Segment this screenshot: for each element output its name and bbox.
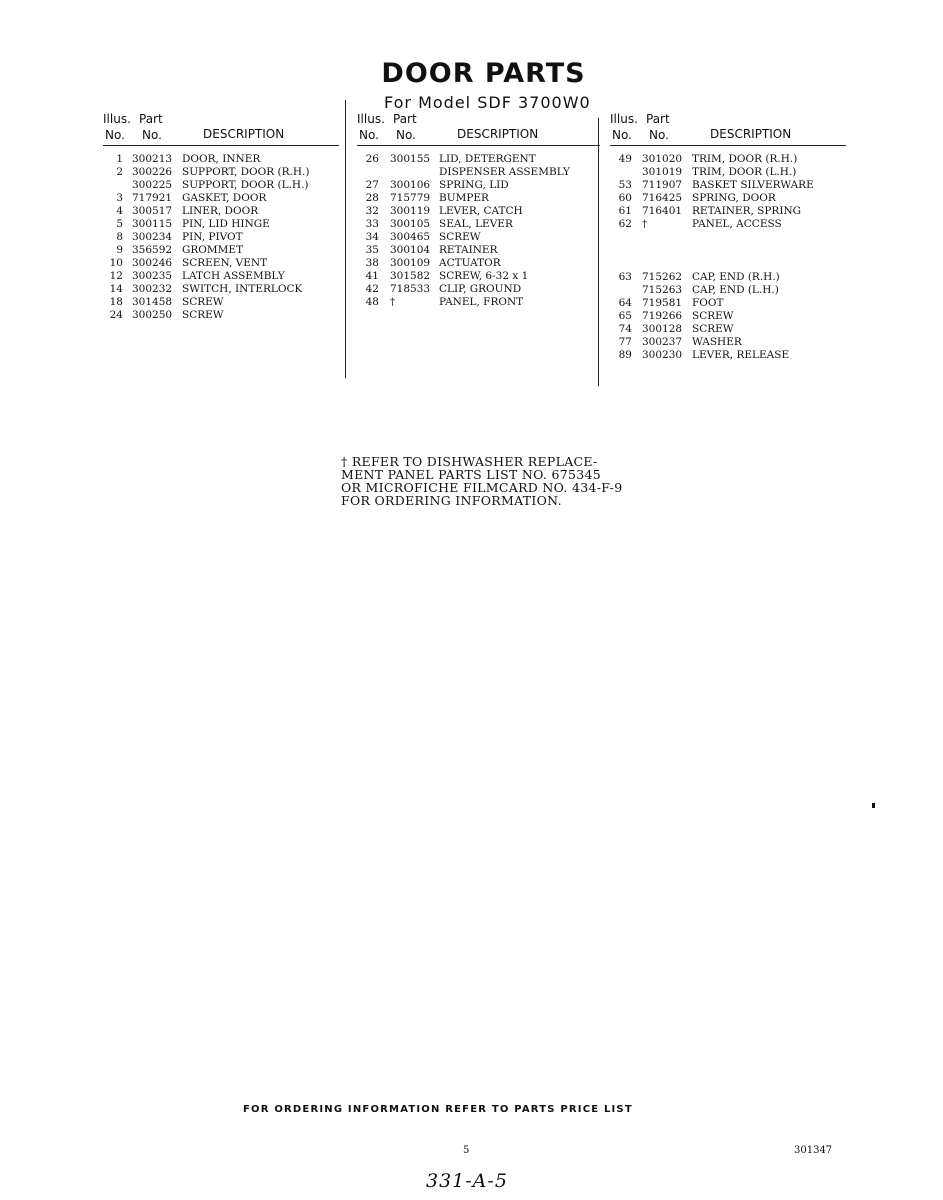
part-row xyxy=(357,179,600,192)
part-description: PIN, LID HINGE xyxy=(182,218,270,230)
part-row xyxy=(103,153,339,166)
part-row xyxy=(103,244,339,257)
header-no2: No. xyxy=(649,128,669,142)
illus-number: 32 xyxy=(365,205,379,217)
note-line: FOR ORDERING INFORMATION. xyxy=(341,493,562,508)
part-row xyxy=(610,336,846,349)
part-row xyxy=(357,270,600,283)
column-divider xyxy=(345,100,346,378)
parts-column-2 xyxy=(357,112,600,309)
part-number: 300230 xyxy=(642,349,683,361)
column-header xyxy=(610,112,846,146)
replacement-panel-note xyxy=(341,455,641,507)
part-description: SCREW xyxy=(692,310,734,322)
header-part: Part xyxy=(393,112,417,126)
illus-number: 4 xyxy=(116,205,123,217)
part-number: 719581 xyxy=(642,297,683,309)
part-row xyxy=(610,153,846,166)
part-description: CAP, END (R.H.) xyxy=(692,271,780,283)
part-description: SCREW xyxy=(182,296,224,308)
ordering-footer: FOR ORDERING INFORMATION REFER TO PARTS PRICE LIST xyxy=(243,1104,633,1115)
part-number: 300104 xyxy=(390,244,431,256)
illus-number: 9 xyxy=(116,244,123,256)
illus-number: 77 xyxy=(618,336,632,348)
part-row xyxy=(357,244,600,257)
part-description: SWITCH, INTERLOCK xyxy=(182,283,303,295)
part-row xyxy=(610,297,846,310)
part-description: RETAINER xyxy=(439,244,498,256)
illus-number: 27 xyxy=(365,179,379,191)
header-illus: Illus. xyxy=(103,112,131,126)
illus-number: 5 xyxy=(116,218,123,230)
part-number: 300115 xyxy=(132,218,173,230)
part-number: 301582 xyxy=(390,270,431,282)
illus-number: 18 xyxy=(109,296,123,308)
part-number: 300109 xyxy=(390,257,431,269)
part-description: DISPENSER ASSEMBLY xyxy=(439,166,570,178)
illus-number: 64 xyxy=(618,297,632,309)
part-number: 300237 xyxy=(642,336,683,348)
part-row xyxy=(357,231,600,244)
part-row xyxy=(357,257,600,270)
part-row xyxy=(103,218,339,231)
part-description: SUPPORT, DOOR (L.H.) xyxy=(182,179,309,191)
part-number: 301458 xyxy=(132,296,173,308)
illus-number: 34 xyxy=(365,231,379,243)
part-description: GASKET, DOOR xyxy=(182,192,267,204)
header-no2: No. xyxy=(396,128,416,142)
part-number: † xyxy=(642,218,648,230)
part-description: DOOR, INNER xyxy=(182,153,261,165)
part-number: 711907 xyxy=(642,179,683,191)
parts-rows xyxy=(610,153,846,362)
illus-number: 8 xyxy=(116,231,123,243)
illus-number: 60 xyxy=(618,192,632,204)
part-row xyxy=(610,310,846,323)
part-row xyxy=(610,284,846,297)
illus-number: 89 xyxy=(618,349,632,361)
illus-number: 35 xyxy=(365,244,379,256)
illus-number: 42 xyxy=(365,283,379,295)
part-number: 301019 xyxy=(642,166,683,178)
part-description: PANEL, ACCESS xyxy=(692,218,782,230)
part-description: PIN, PIVOT xyxy=(182,231,243,243)
part-number: 718533 xyxy=(390,283,431,295)
part-description: FOOT xyxy=(692,297,724,309)
part-row xyxy=(103,309,339,322)
part-number: 300235 xyxy=(132,270,173,282)
note-line: MENT PANEL PARTS LIST NO. 675345 xyxy=(341,467,601,482)
part-number: 715263 xyxy=(642,284,683,296)
part-number: 300119 xyxy=(390,205,431,217)
part-description: ACTUATOR xyxy=(439,257,501,269)
part-description: LID, DETERGENT xyxy=(439,153,536,165)
note-line: † REFER TO DISHWASHER REPLACE- xyxy=(341,454,598,469)
illus-number: 74 xyxy=(618,323,632,335)
illus-number: 14 xyxy=(109,283,123,295)
illus-number: 1 xyxy=(116,153,123,165)
header-illus: Illus. xyxy=(357,112,385,126)
part-description: SCREW, 6-32 x 1 xyxy=(439,270,529,282)
illus-number: 63 xyxy=(618,271,632,283)
illus-number: 53 xyxy=(618,179,632,191)
part-row xyxy=(610,218,846,231)
part-row xyxy=(610,179,846,192)
column-header xyxy=(357,112,600,146)
page-subtitle: For Model SDF 3700W0 xyxy=(384,93,591,112)
header-no: No. xyxy=(359,128,379,142)
group-gap xyxy=(610,231,846,271)
part-description: SCREW xyxy=(692,323,734,335)
part-row xyxy=(103,192,339,205)
part-row xyxy=(610,192,846,205)
illus-number: 3 xyxy=(116,192,123,204)
part-row xyxy=(610,349,846,362)
header-description: DESCRIPTION xyxy=(457,127,539,141)
part-row xyxy=(103,166,339,179)
part-description: LINER, DOOR xyxy=(182,205,259,217)
header-illus: Illus. xyxy=(610,112,638,126)
illus-number: 10 xyxy=(109,257,123,269)
document-number: 301347 xyxy=(794,1145,833,1156)
illus-number: 2 xyxy=(116,166,123,178)
part-row xyxy=(103,296,339,309)
header-description: DESCRIPTION xyxy=(710,127,792,141)
illus-number: 61 xyxy=(618,205,632,217)
part-number: 300105 xyxy=(390,218,431,230)
part-description: SUPPORT, DOOR (R.H.) xyxy=(182,166,310,178)
part-number: 300128 xyxy=(642,323,683,335)
illus-number: 48 xyxy=(365,296,379,308)
part-number: 717921 xyxy=(132,192,173,204)
header-part: Part xyxy=(646,112,670,126)
part-row xyxy=(357,192,600,205)
part-number: 300155 xyxy=(390,153,431,165)
illus-number: 26 xyxy=(365,153,379,165)
part-row xyxy=(610,166,846,179)
part-row xyxy=(357,296,600,309)
illus-number: 33 xyxy=(365,218,379,230)
part-row xyxy=(610,323,846,336)
illus-number: 38 xyxy=(365,257,379,269)
illus-number: 49 xyxy=(618,153,632,165)
part-description: TRIM, DOOR (R.H.) xyxy=(692,153,798,165)
part-number: † xyxy=(390,296,396,308)
part-number: 300213 xyxy=(132,153,173,165)
part-number: 300234 xyxy=(132,231,173,243)
part-number: 300226 xyxy=(132,166,173,178)
part-number: 300517 xyxy=(132,205,173,217)
part-description: SCREW xyxy=(182,309,224,321)
header-no: No. xyxy=(105,128,125,142)
part-row xyxy=(103,270,339,283)
illus-number: 24 xyxy=(109,309,123,321)
part-number: 300246 xyxy=(132,257,173,269)
part-description: CLIP, GROUND xyxy=(439,283,522,295)
part-description: PANEL, FRONT xyxy=(439,296,524,308)
part-number: 300225 xyxy=(132,179,173,191)
part-number: 301020 xyxy=(642,153,683,165)
part-description: SCREW xyxy=(439,231,481,243)
part-row xyxy=(357,283,600,296)
part-number: 356592 xyxy=(132,244,173,256)
part-row xyxy=(357,153,600,166)
part-description: SCREEN, VENT xyxy=(182,257,268,269)
part-description: CAP, END (L.H.) xyxy=(692,284,779,296)
illus-number: 41 xyxy=(365,270,379,282)
part-number: 716401 xyxy=(642,205,683,217)
part-description: BUMPER xyxy=(439,192,489,204)
part-description: SPRING, LID xyxy=(439,179,509,191)
part-row xyxy=(610,205,846,218)
part-row xyxy=(103,231,339,244)
part-description: LATCH ASSEMBLY xyxy=(182,270,285,282)
part-description: SEAL, LEVER xyxy=(439,218,513,230)
parts-column-3 xyxy=(610,112,846,362)
page-number: 5 xyxy=(463,1145,470,1156)
illus-number: 62 xyxy=(618,218,632,230)
header-no2: No. xyxy=(142,128,162,142)
part-row xyxy=(103,205,339,218)
part-description: LEVER, RELEASE xyxy=(692,349,790,361)
handwritten-note: 331-A-5 xyxy=(426,1170,508,1192)
part-row xyxy=(610,271,846,284)
header-no: No. xyxy=(612,128,632,142)
header-description: DESCRIPTION xyxy=(203,127,285,141)
part-description: SPRING, DOOR xyxy=(692,192,776,204)
part-row xyxy=(357,205,600,218)
scan-mark xyxy=(872,803,875,808)
part-row xyxy=(357,166,600,179)
part-row xyxy=(357,218,600,231)
part-description: WASHER xyxy=(692,336,742,348)
part-number: 300250 xyxy=(132,309,173,321)
parts-rows xyxy=(103,153,339,322)
part-number: 300232 xyxy=(132,283,173,295)
parts-rows xyxy=(357,153,600,309)
part-number: 719266 xyxy=(642,310,683,322)
part-number: 715779 xyxy=(390,192,431,204)
illus-number: 28 xyxy=(365,192,379,204)
part-description: TRIM, DOOR (L.H.) xyxy=(692,166,797,178)
part-number: 300465 xyxy=(390,231,431,243)
parts-column-1 xyxy=(103,112,339,322)
part-row xyxy=(103,283,339,296)
part-row xyxy=(103,179,339,192)
part-description: LEVER, CATCH xyxy=(439,205,523,217)
part-number: 300106 xyxy=(390,179,431,191)
page-title: DOOR PARTS xyxy=(381,58,586,89)
part-description: GROMMET xyxy=(182,244,244,256)
header-part: Part xyxy=(139,112,163,126)
column-header xyxy=(103,112,339,146)
part-description: RETAINER, SPRING xyxy=(692,205,802,217)
part-description: BASKET SILVERWARE xyxy=(692,179,814,191)
part-number: 715262 xyxy=(642,271,683,283)
note-line: OR MICROFICHE FILMCARD NO. 434-F-9 xyxy=(341,480,623,495)
illus-number: 12 xyxy=(109,270,123,282)
part-number: 716425 xyxy=(642,192,683,204)
illus-number: 65 xyxy=(618,310,632,322)
part-row xyxy=(103,257,339,270)
